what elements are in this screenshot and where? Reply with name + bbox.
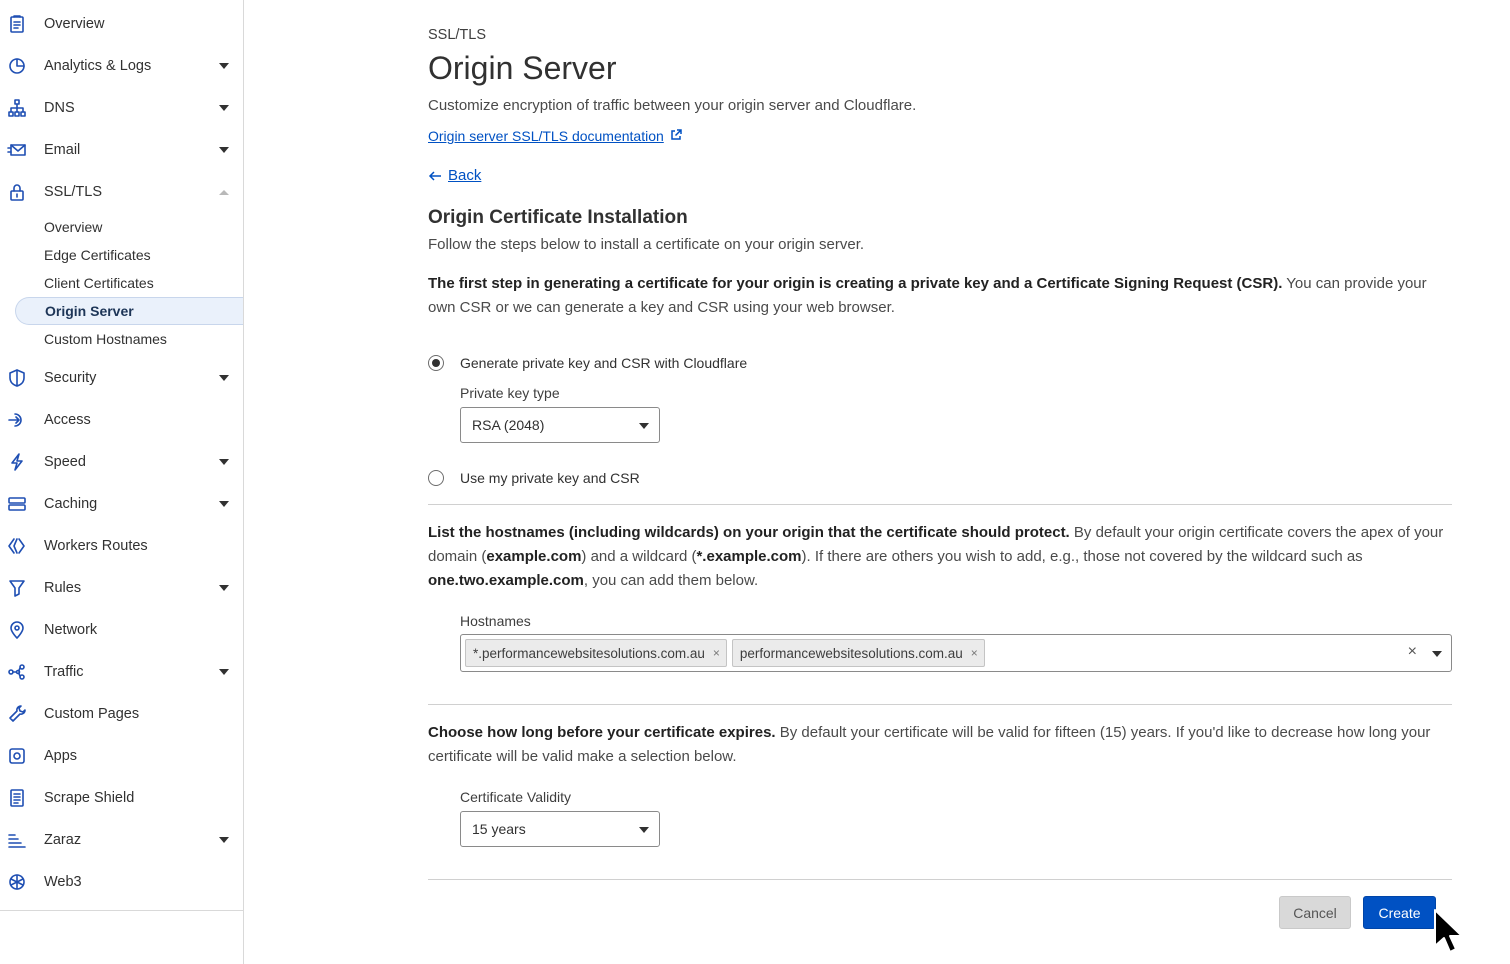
radio-button-checked[interactable] bbox=[428, 355, 444, 371]
step-csr-description bbox=[428, 272, 1452, 320]
workers-icon bbox=[6, 535, 28, 557]
private-key-type-value: RSA (2048) bbox=[472, 417, 545, 433]
hostname-tag bbox=[732, 639, 985, 667]
sidebar-subitem-custom-hostnames[interactable] bbox=[0, 325, 243, 353]
hostnames-bold: List the hostnames (including wildcards) on your origin that the certificate should protect. bbox=[428, 524, 1070, 541]
chevron-down-icon bbox=[219, 375, 229, 381]
sidebar-subitem-edge-certificates[interactable] bbox=[0, 241, 243, 269]
clear-icon[interactable]: × bbox=[1407, 643, 1417, 660]
chevron-down-icon[interactable] bbox=[1432, 651, 1442, 657]
sidebar-item-workers-routes[interactable] bbox=[0, 526, 243, 566]
section-subtitle: Follow the steps below to install a certificate on your origin server. bbox=[428, 236, 865, 253]
documentation-link-label: Origin server SSL/TLS documentation bbox=[428, 128, 664, 144]
private-key-type-label: Private key type bbox=[460, 385, 560, 401]
chevron-up-icon bbox=[219, 190, 229, 195]
sidebar-item-label: Traffic bbox=[44, 664, 84, 680]
external-link-icon bbox=[670, 128, 682, 144]
chevron-down-icon bbox=[219, 459, 229, 465]
sidebar-item-email[interactable] bbox=[0, 130, 243, 170]
hostnames-text: ). If there are others you wish to add, e.g., those not covered by the wildcard such as bbox=[801, 548, 1363, 565]
shield-icon bbox=[6, 367, 28, 389]
chevron-down-icon bbox=[219, 147, 229, 153]
arrow-left-icon bbox=[428, 169, 442, 183]
server-stack-icon bbox=[6, 493, 28, 515]
lightning-icon bbox=[6, 451, 28, 473]
hostnames-text: ) and a wildcard ( bbox=[581, 548, 697, 565]
sidebar-item-rules[interactable] bbox=[0, 568, 243, 608]
sidebar-item-label: Access bbox=[44, 412, 91, 428]
page-description: Customize encryption of traffic between your origin server and Cloudflare. bbox=[428, 97, 917, 114]
sidebar-item-label: Workers Routes bbox=[44, 538, 148, 554]
sidebar bbox=[0, 0, 244, 964]
document-icon bbox=[6, 787, 28, 809]
sidebar-item-label: Email bbox=[44, 142, 81, 158]
sidebar-subitem-overview[interactable] bbox=[0, 213, 243, 241]
sidebar-subitem-client-certificates[interactable] bbox=[0, 269, 243, 297]
sidebar-item-dns[interactable] bbox=[0, 88, 243, 128]
radio-own-key[interactable] bbox=[428, 470, 640, 486]
hostnames-example: one.two.example.com bbox=[428, 572, 584, 589]
documentation-link[interactable] bbox=[428, 128, 682, 144]
hostname-tag bbox=[465, 639, 727, 667]
section-title: Origin Certificate Installation bbox=[428, 207, 688, 228]
sidebar-item-label: Apps bbox=[44, 748, 78, 764]
sidebar-item-caching[interactable] bbox=[0, 484, 243, 524]
chevron-down-icon bbox=[219, 105, 229, 111]
chevron-down-icon bbox=[639, 423, 649, 429]
sidebar-item-custom-pages[interactable] bbox=[0, 694, 243, 734]
expiry-bold: Choose how long before your certificate expires. bbox=[428, 724, 776, 741]
section-divider bbox=[428, 879, 1452, 880]
sidebar-item-zaraz[interactable] bbox=[0, 820, 243, 860]
chevron-down-icon bbox=[219, 837, 229, 843]
sidebar-item-label: Security bbox=[44, 370, 97, 386]
back-link[interactable] bbox=[428, 167, 481, 184]
hostnames-label: Hostnames bbox=[460, 613, 531, 629]
sidebar-item-analytics[interactable] bbox=[0, 46, 243, 86]
back-link-label: Back bbox=[448, 167, 482, 184]
sidebar-item-label: Zaraz bbox=[44, 832, 82, 848]
certificate-validity-value: 15 years bbox=[472, 821, 526, 837]
certificate-validity-select[interactable] bbox=[460, 811, 660, 847]
sidebar-subitem-label: Origin Server bbox=[45, 303, 134, 319]
apps-icon bbox=[6, 745, 28, 767]
sidebar-item-label: Overview bbox=[44, 16, 105, 32]
web3-icon bbox=[6, 871, 28, 893]
traffic-nodes-icon bbox=[6, 661, 28, 683]
sidebar-item-label: Speed bbox=[44, 454, 86, 470]
section-divider bbox=[428, 504, 1452, 505]
radio-label: Use my private key and CSR bbox=[460, 470, 640, 486]
hostnames-description bbox=[428, 521, 1452, 593]
sidebar-item-traffic[interactable] bbox=[0, 652, 243, 692]
sidebar-item-web3[interactable] bbox=[0, 862, 243, 902]
page-eyebrow: SSL/TLS bbox=[428, 27, 487, 43]
sidebar-item-speed[interactable] bbox=[0, 442, 243, 482]
chevron-down-icon bbox=[219, 669, 229, 675]
chevron-down-icon bbox=[219, 585, 229, 591]
remove-tag-icon[interactable]: × bbox=[712, 646, 720, 660]
sidebar-item-label: Rules bbox=[44, 580, 82, 596]
private-key-type-select[interactable] bbox=[460, 407, 660, 443]
sidebar-item-scrape-shield[interactable] bbox=[0, 778, 243, 818]
chevron-down-icon bbox=[219, 501, 229, 507]
create-button[interactable]: Create bbox=[1363, 896, 1436, 929]
sidebar-item-label: Web3 bbox=[44, 874, 82, 890]
section-divider bbox=[428, 704, 1452, 705]
expiry-text: By default your certificate will be valid for fifteen (15) years. If you'd like to decrease how long your certificate will be valid make a selection below. bbox=[428, 724, 1431, 765]
sidebar-subitem-origin-server[interactable] bbox=[15, 297, 243, 325]
access-arrow-icon bbox=[6, 409, 28, 431]
radio-button[interactable] bbox=[428, 470, 444, 486]
hostnames-text: , you can add them below. bbox=[583, 572, 759, 589]
radio-label: Generate private key and CSR with Cloudflare bbox=[460, 355, 748, 371]
zaraz-icon bbox=[6, 829, 28, 851]
hostnames-wildcard: *.example.com bbox=[696, 548, 802, 565]
sidebar-item-label: Custom Pages bbox=[44, 706, 140, 722]
sidebar-item-overview[interactable] bbox=[0, 4, 243, 44]
pie-chart-icon bbox=[6, 55, 28, 77]
sidebar-item-ssl-tls[interactable] bbox=[0, 172, 243, 212]
sidebar-divider bbox=[0, 910, 243, 911]
sidebar-subitem-label: Custom Hostnames bbox=[44, 331, 167, 347]
hostname-tag-label: performancewebsitesolutions.com.au bbox=[739, 645, 963, 661]
cancel-button[interactable]: Cancel bbox=[1279, 896, 1351, 929]
step-csr-bold: The first step in generating a certificate for your origin is creating a private key and a Certificate Signing Request (CSR). bbox=[428, 275, 1283, 292]
location-pin-icon bbox=[6, 619, 28, 641]
hostnames-apex: example.com bbox=[486, 548, 582, 565]
clipboard-icon bbox=[6, 13, 28, 35]
sidebar-item-label: SSL/TLS bbox=[44, 184, 103, 200]
sidebar-item-label: Network bbox=[44, 622, 98, 638]
sidebar-item-label: Scrape Shield bbox=[44, 790, 135, 806]
certificate-validity-label: Certificate Validity bbox=[460, 789, 572, 805]
hostnames-input[interactable] bbox=[460, 634, 1452, 672]
sidebar-item-apps[interactable] bbox=[0, 736, 243, 776]
sidebar-item-network[interactable] bbox=[0, 610, 243, 650]
hostname-tag-label: *.performancewebsitesolutions.com.au bbox=[473, 645, 705, 661]
sidebar-item-security[interactable] bbox=[0, 358, 243, 398]
sidebar-subitem-label: Edge Certificates bbox=[44, 247, 151, 263]
hostnames-text: By default your origin certificate covers the apex of your domain ( bbox=[428, 524, 1444, 565]
expiry-description bbox=[428, 721, 1452, 769]
sidebar-subitem-label: Client Certificates bbox=[44, 275, 154, 291]
mouse-cursor-icon bbox=[1432, 908, 1466, 958]
chevron-down-icon bbox=[219, 63, 229, 69]
page-title: Origin Server bbox=[428, 50, 617, 86]
chevron-down-icon bbox=[639, 827, 649, 833]
funnel-icon bbox=[6, 577, 28, 599]
sidebar-item-label: Caching bbox=[44, 496, 98, 512]
sidebar-item-label: Analytics & Logs bbox=[44, 58, 152, 74]
network-tree-icon bbox=[6, 97, 28, 119]
sidebar-item-label: DNS bbox=[44, 100, 75, 116]
envelope-icon bbox=[6, 139, 28, 161]
sidebar-item-access[interactable] bbox=[0, 400, 243, 440]
wrench-icon bbox=[6, 703, 28, 725]
radio-generate-key[interactable] bbox=[428, 355, 747, 371]
sidebar-subitem-label: Overview bbox=[44, 219, 103, 235]
lock-icon bbox=[6, 181, 28, 203]
step-csr-text: You can provide your own CSR or we can generate a key and CSR using your web browser. bbox=[428, 275, 1427, 316]
remove-tag-icon[interactable]: × bbox=[970, 646, 978, 660]
